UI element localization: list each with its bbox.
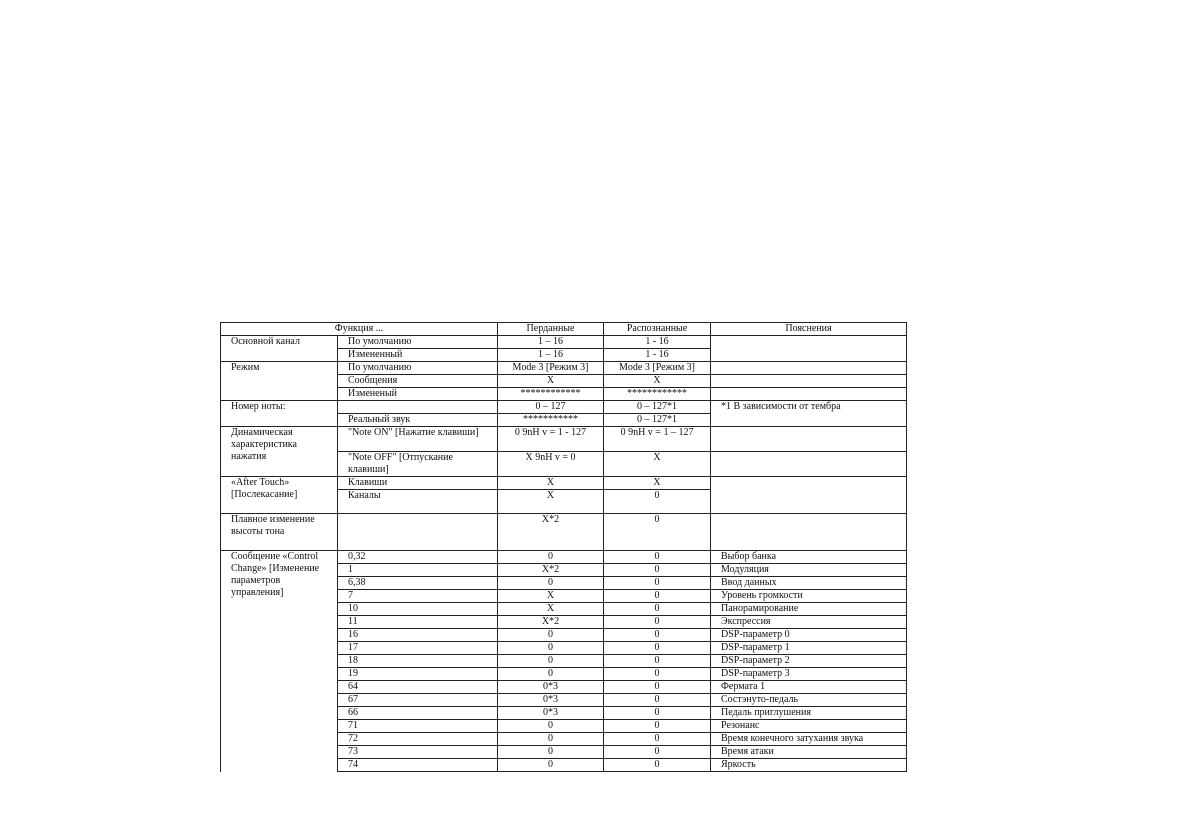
recognized-cell: X [604, 375, 711, 388]
transmitted-cell: X [498, 590, 604, 603]
sub-label: Сообщения [338, 375, 498, 388]
transmitted-cell: 0 – 127 [498, 401, 604, 414]
transmitted-cell: 0*3 [498, 707, 604, 720]
transmitted-cell: 0*3 [498, 694, 604, 707]
sub-label: Измененный [338, 349, 498, 362]
transmitted-cell: *********** [498, 414, 604, 427]
remarks-cell: DSP-параметр 0 [711, 629, 907, 642]
recognized-cell: 0 [604, 629, 711, 642]
recognized-cell: 0 [604, 655, 711, 668]
table-row [221, 551, 907, 564]
transmitted-cell: 0 9nH v = 1 - 127 [498, 427, 604, 452]
header-remarks: Пояснения [711, 323, 907, 336]
remarks-cell: DSP-параметр 3 [711, 668, 907, 681]
transmitted-cell: X*2 [498, 616, 604, 629]
transmitted-cell: X [498, 490, 604, 514]
remarks-cell [711, 452, 907, 477]
remarks-cell: DSP-параметр 2 [711, 655, 907, 668]
recognized-cell: 0 [604, 694, 711, 707]
sub-label: 66 [338, 707, 498, 720]
remarks-cell [711, 336, 907, 362]
sub-label: Клавиши [338, 477, 498, 490]
remarks-cell: Фермата 1 [711, 681, 907, 694]
group-label-aftertouch: «After Touch» [Послекасание] [221, 477, 338, 514]
group-label-pitch-bend: Плавное изменение высоты тона [221, 514, 338, 551]
transmitted-cell: 0 [498, 746, 604, 759]
remarks-cell [711, 375, 907, 388]
transmitted-cell: 0 [498, 668, 604, 681]
recognized-cell: X [604, 477, 711, 490]
group-label-control-change: Сообщение «Control Change» [Изменение параметров управления] [221, 551, 338, 772]
table-row [221, 401, 907, 414]
remarks-cell: Время конечного затухания звука [711, 733, 907, 746]
recognized-cell: Mode 3 [Режим 3] [604, 362, 711, 375]
recognized-cell: 0 9nH v = 1 – 127 [604, 427, 711, 452]
remarks-cell: *1 В зависимости от тембра [711, 401, 907, 427]
table-row [221, 362, 907, 375]
sub-label: По умолчанию [338, 336, 498, 349]
group-label-velocity: Динамическая характеристика нажатия [221, 427, 338, 477]
remarks-cell: Время атаки [711, 746, 907, 759]
transmitted-cell: 0 [498, 759, 604, 772]
recognized-cell: X [604, 452, 711, 477]
remarks-cell: Состэнуто-педаль [711, 694, 907, 707]
sub-label: 73 [338, 746, 498, 759]
transmitted-cell: X 9nH v = 0 [498, 452, 604, 477]
sub-label: Реальный звук [338, 414, 498, 427]
remarks-cell [711, 427, 907, 452]
remarks-cell: DSP-параметр 1 [711, 642, 907, 655]
recognized-cell: 0 – 127*1 [604, 401, 711, 414]
recognized-cell: 0 [604, 603, 711, 616]
sub-label: 0,32 [338, 551, 498, 564]
midi-implementation-table [220, 322, 907, 772]
recognized-cell: 0 [604, 668, 711, 681]
recognized-cell: 1 - 16 [604, 336, 711, 349]
recognized-cell: 0 [604, 733, 711, 746]
sub-label: 71 [338, 720, 498, 733]
recognized-cell: 0 [604, 707, 711, 720]
remarks-cell [711, 362, 907, 375]
transmitted-cell: ************ [498, 388, 604, 401]
sub-label: 1 [338, 564, 498, 577]
header-transmitted: Перданные [498, 323, 604, 336]
group-label-basic-channel: Основной канал [221, 336, 338, 362]
sub-label: 10 [338, 603, 498, 616]
transmitted-cell: 0 [498, 655, 604, 668]
sub-label: 19 [338, 668, 498, 681]
transmitted-cell: 0 [498, 551, 604, 564]
recognized-cell: ************ [604, 388, 711, 401]
recognized-cell: 0 [604, 720, 711, 733]
remarks-cell: Ввод данных [711, 577, 907, 590]
transmitted-cell: 0 [498, 577, 604, 590]
sub-label: 72 [338, 733, 498, 746]
remarks-cell [711, 388, 907, 401]
remarks-cell: Яркость [711, 759, 907, 772]
sub-label: 64 [338, 681, 498, 694]
table-row [221, 427, 907, 452]
sub-label: По умолчанию [338, 362, 498, 375]
remarks-cell: Панорамирование [711, 603, 907, 616]
recognized-cell: 0 – 127*1 [604, 414, 711, 427]
sub-label: 6,38 [338, 577, 498, 590]
recognized-cell: 0 [604, 642, 711, 655]
transmitted-cell: Mode 3 [Режим 3] [498, 362, 604, 375]
remarks-cell: Уровень громкости [711, 590, 907, 603]
sub-label: 11 [338, 616, 498, 629]
remarks-cell: Экспрессия [711, 616, 907, 629]
recognized-cell: 0 [604, 490, 711, 514]
recognized-cell: 0 [604, 616, 711, 629]
table-row [221, 477, 907, 490]
transmitted-cell: 0 [498, 733, 604, 746]
recognized-cell: 0 [604, 681, 711, 694]
recognized-cell: 0 [604, 590, 711, 603]
sub-label [338, 401, 498, 414]
remarks-cell: Выбор банка [711, 551, 907, 564]
transmitted-cell: X [498, 375, 604, 388]
recognized-cell: 0 [604, 514, 711, 551]
group-label-mode: Режим [221, 362, 338, 401]
sub-label: 16 [338, 629, 498, 642]
transmitted-cell: 0*3 [498, 681, 604, 694]
remarks-cell: Модуляция [711, 564, 907, 577]
table-row [221, 336, 907, 349]
remarks-cell: Резонанс [711, 720, 907, 733]
transmitted-cell: 0 [498, 629, 604, 642]
sub-label: 17 [338, 642, 498, 655]
sub-label: Измененый [338, 388, 498, 401]
sub-label [338, 514, 498, 551]
transmitted-cell: 1 – 16 [498, 349, 604, 362]
transmitted-cell: 0 [498, 720, 604, 733]
recognized-cell: 0 [604, 564, 711, 577]
sub-label: 74 [338, 759, 498, 772]
sub-label: Каналы [338, 490, 498, 514]
sub-label: "Note OFF" [Отпускание клавиши] [338, 452, 498, 477]
sub-label: "Note ON" [Нажатие клавиши] [338, 427, 498, 452]
header-function: Функция ... [221, 323, 498, 336]
header-recognized: Распознанные [604, 323, 711, 336]
group-label-note-number: Номер ноты: [221, 401, 338, 427]
sub-label: 67 [338, 694, 498, 707]
transmitted-cell: 0 [498, 642, 604, 655]
header-row [221, 323, 907, 336]
table-row [221, 514, 907, 551]
remarks-cell [711, 514, 907, 551]
sub-label: 18 [338, 655, 498, 668]
transmitted-cell: 1 – 16 [498, 336, 604, 349]
transmitted-cell: X [498, 477, 604, 490]
recognized-cell: 0 [604, 577, 711, 590]
recognized-cell: 0 [604, 759, 711, 772]
transmitted-cell: X*2 [498, 514, 604, 551]
remarks-cell [711, 477, 907, 514]
transmitted-cell: X [498, 603, 604, 616]
recognized-cell: 0 [604, 746, 711, 759]
recognized-cell: 0 [604, 551, 711, 564]
remarks-cell: Педаль приглушения [711, 707, 907, 720]
recognized-cell: 1 - 16 [604, 349, 711, 362]
transmitted-cell: X*2 [498, 564, 604, 577]
sub-label: 7 [338, 590, 498, 603]
